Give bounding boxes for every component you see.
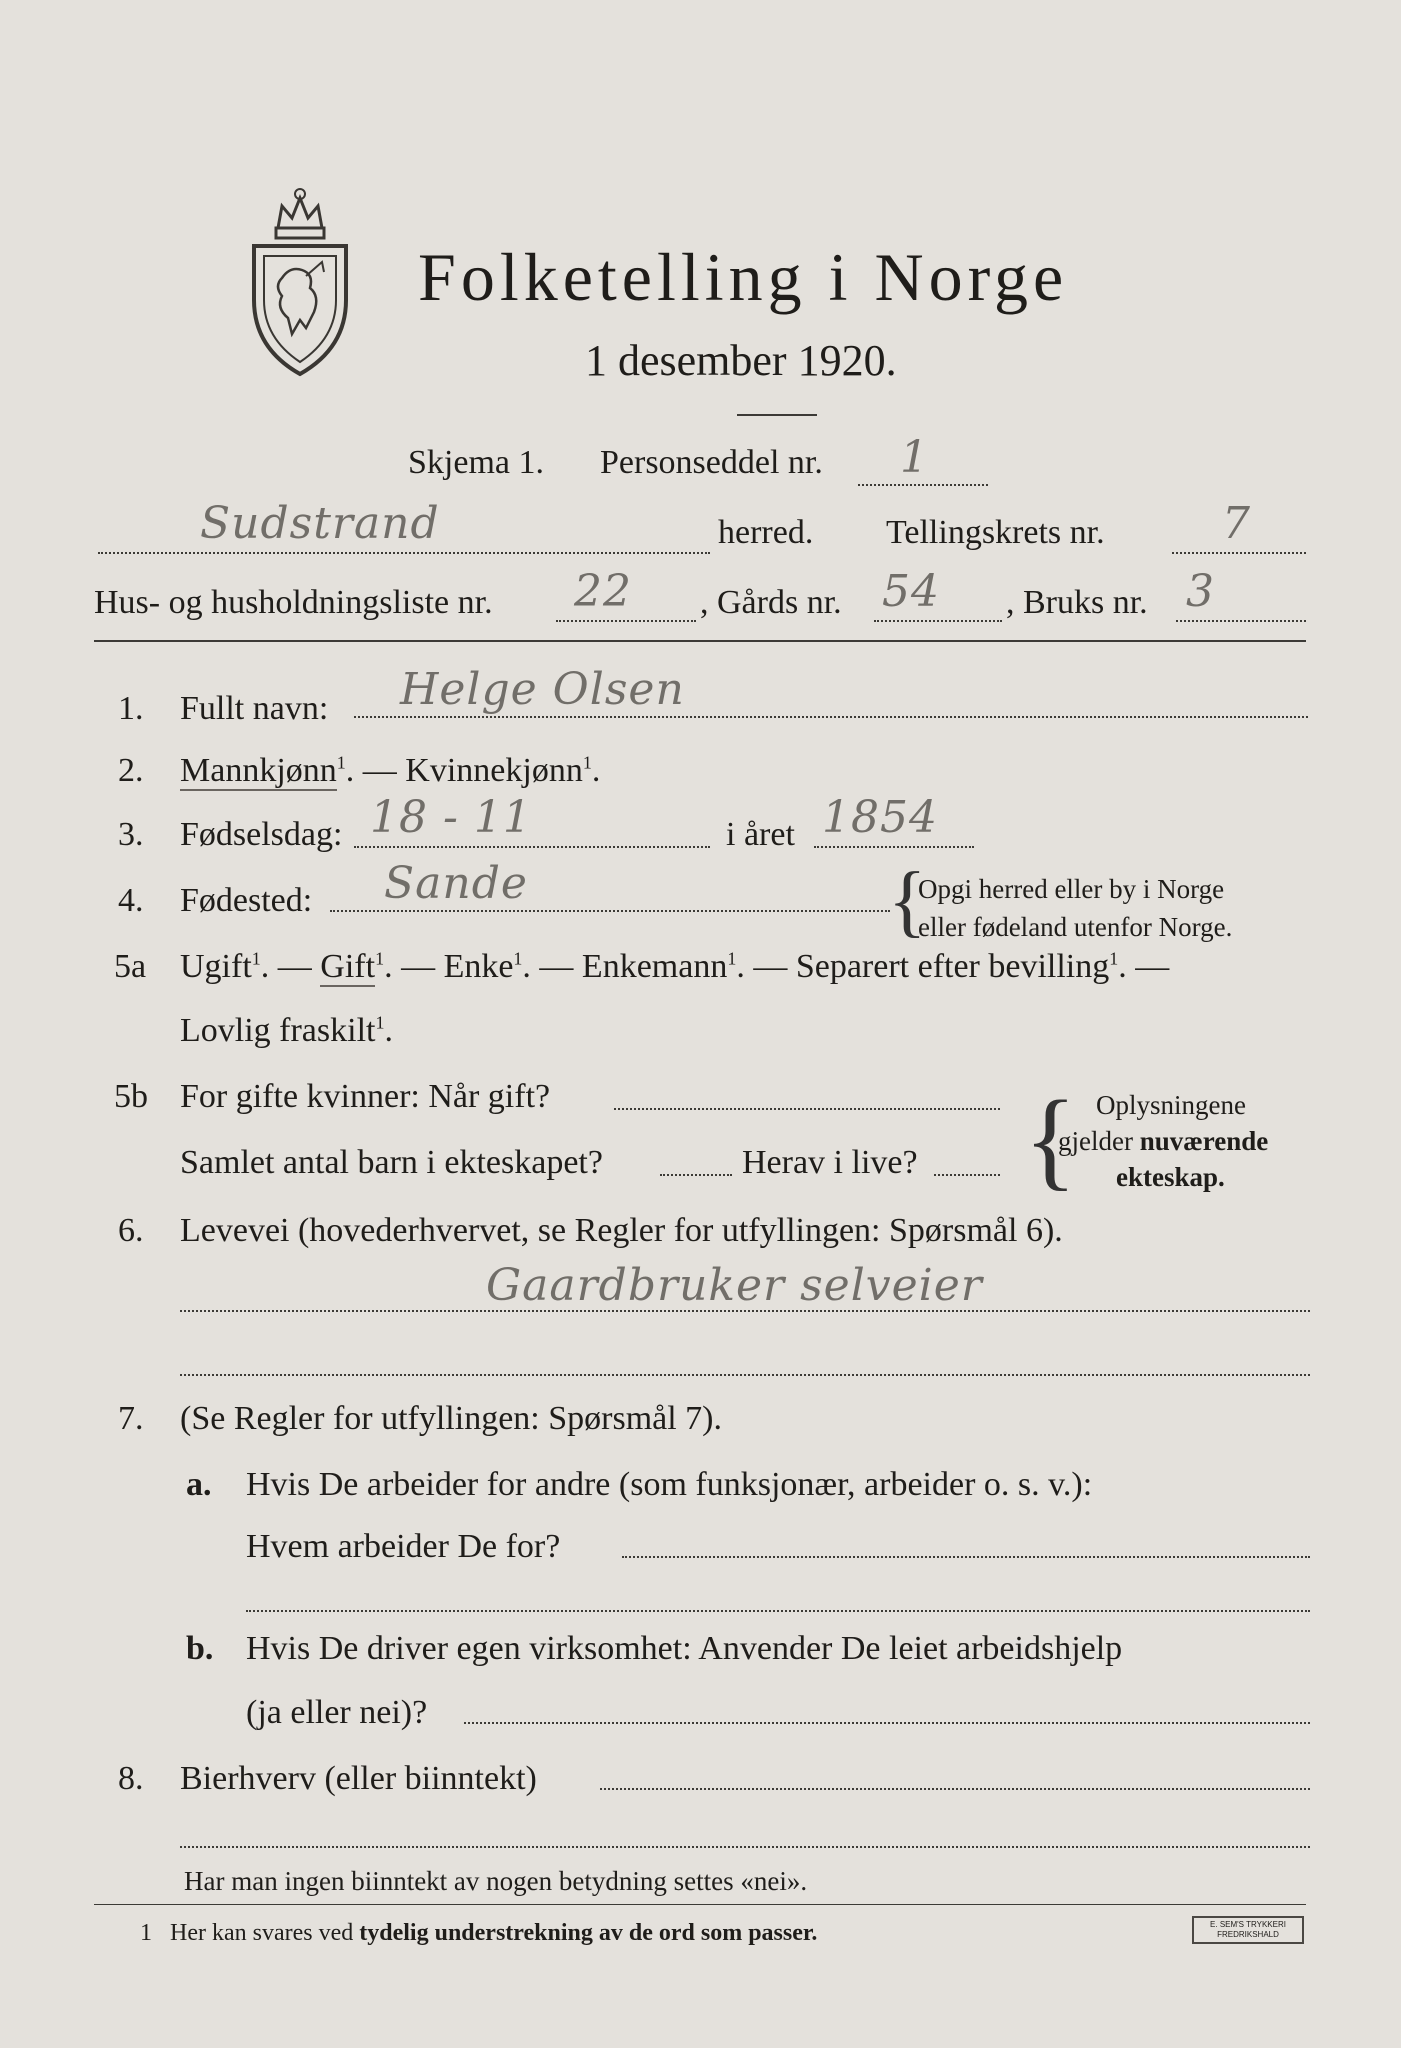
q6-label: Levevei (hovederhvervet, se Regler for utfyllingen: Spørsmål 6). [180,1212,1063,1249]
bruks-value: 3 [1186,566,1215,617]
q7b-line [464,1722,1310,1724]
q7-number: 7. [118,1400,144,1437]
q3-value: 18 - 11 [370,792,532,843]
q3-year-label: i året [726,816,795,853]
q2-number: 2. [118,752,144,789]
census-date: 1 desember 1920. [585,336,897,385]
q3-year-value: 1854 [822,792,938,843]
q6-number: 6. [118,1212,144,1249]
q1-value: Helge Olsen [400,664,685,715]
q5a-enkemann: Enkemann [581,948,728,985]
q4-line [330,910,890,912]
header-rule [94,640,1306,642]
q7a-line-1 [622,1556,1310,1558]
q5b-children-line [660,1174,732,1176]
q5a-separert: Separert efter bevilling [795,948,1110,985]
schema-label: Skjema 1. [408,444,544,481]
q5b-note-1: Oplysningene [1096,1090,1246,1120]
q8-number: 8. [118,1760,144,1797]
footer-rule [94,1904,1306,1905]
q5b-children-label: Samlet antal barn i ekteskapet? [180,1144,603,1181]
q6-value: Gaardbruker selveier [486,1260,983,1311]
q7b-question: (ja eller nei)? [246,1694,428,1731]
tellingskrets-value: 7 [1222,498,1251,549]
q5a-fraskilt: Lovlig fraskilt [180,1012,376,1049]
q7a-line-2 [246,1610,1310,1612]
q5a-gift: Gift [320,948,376,985]
q4-number: 4. [118,882,144,919]
q3-line [354,846,710,848]
q5b-alive-line [934,1174,1000,1176]
q7b-letter: b. [186,1630,214,1667]
q7b-label: Hvis De driver egen virksomhet: Anvender De leiet arbeidshjelp [246,1630,1123,1667]
gards-label: , Gårds nr. [700,584,842,621]
q5b-alive-label: Herav i live? [742,1144,918,1181]
q3-year-line [814,846,974,848]
q4-value: Sande [384,858,528,909]
q7a-letter: a. [186,1466,212,1503]
herred-value: Sudstrand [200,498,440,549]
q7-label: (Se Regler for utfyllingen: Spørsmål 7). [180,1400,723,1437]
footer-note: Har man ingen biinntekt av nogen betydning settes «nei». [184,1866,808,1896]
q5a-ugift: Ugift [180,948,252,985]
q5b-note-2: gjelder nuværende [1058,1126,1269,1156]
personseddel-line [858,484,988,486]
q4-note-1: Opgi herred eller by i Norge [918,874,1225,904]
q7a-question: Hvem arbeider De for? [246,1528,561,1565]
q8-line-1 [600,1788,1310,1790]
q5b-married-line [614,1108,1000,1110]
herred-line [98,552,710,554]
footnote: 1 Her kan svares ved tydelig understrekning av de ord som passer. [140,1920,818,1946]
q8-label: Bierhverv (eller biinntekt) [180,1760,537,1797]
q8-line-2 [180,1846,1310,1848]
q5a-options: Ugift$^1$. — Gift$^1$. — Enke$^1$. — Enkemann$^1$. — Separert efter bevilling$^1$. — [180,948,1170,985]
q6-line-2 [180,1374,1310,1376]
q5b-label: For gifte kvinner: Når gift? [180,1078,551,1115]
q1-line [354,716,1308,718]
husliste-line [556,620,696,622]
form-title: Folketelling i Norge [418,239,1069,315]
coat-of-arms-icon [248,178,352,378]
gards-value: 54 [882,566,940,617]
q2-options: Mannkjønn$^1$. — Kvinnekjønn$^1$. [180,752,601,789]
q7a-label: Hvis De arbeider for andre (som funksjonær, arbeider o. s. v.): [246,1466,1093,1503]
q1-label: Fullt navn: [180,690,329,727]
q5a-fraskilt-line: Lovlig fraskilt$^1$. [180,1012,393,1049]
q4-label: Fødested: [180,882,313,919]
q4-note-2: eller fødeland utenfor Norge. [918,912,1233,942]
tellingskrets-line [1172,552,1306,554]
q6-line-1 [180,1310,1310,1312]
personseddel-label: Personseddel nr. [600,444,823,481]
q2-male: Mannkjønn [180,752,337,789]
q3-label: Fødselsdag: [180,816,343,853]
q2-female: Kvinnekjønn [405,752,583,789]
bruks-label: , Bruks nr. [1006,584,1148,621]
herred-label: herred. [718,514,814,551]
q3-number: 3. [118,816,144,853]
q1-number: 1. [118,690,144,727]
husliste-label: Hus- og husholdningsliste nr. [94,584,493,621]
gards-line [874,620,1002,622]
q4-brace: { [888,857,927,945]
q5a-number: 5a [114,948,147,985]
q5b-number: 5b [114,1078,148,1115]
personseddel-value: 1 [900,432,929,483]
title-divider [737,414,817,416]
q5b-note-3: ekteskap. [1116,1162,1225,1192]
q5a-enke: Enke [443,948,514,985]
q5b-brace: { [1024,1078,1077,1200]
bruks-line [1176,620,1306,622]
tellingskrets-label: Tellingskrets nr. [886,514,1105,551]
printer-stamp: E. SEM'S TRYKKERI FREDRIKSHALD [1192,1916,1304,1944]
husliste-value: 22 [574,566,632,617]
